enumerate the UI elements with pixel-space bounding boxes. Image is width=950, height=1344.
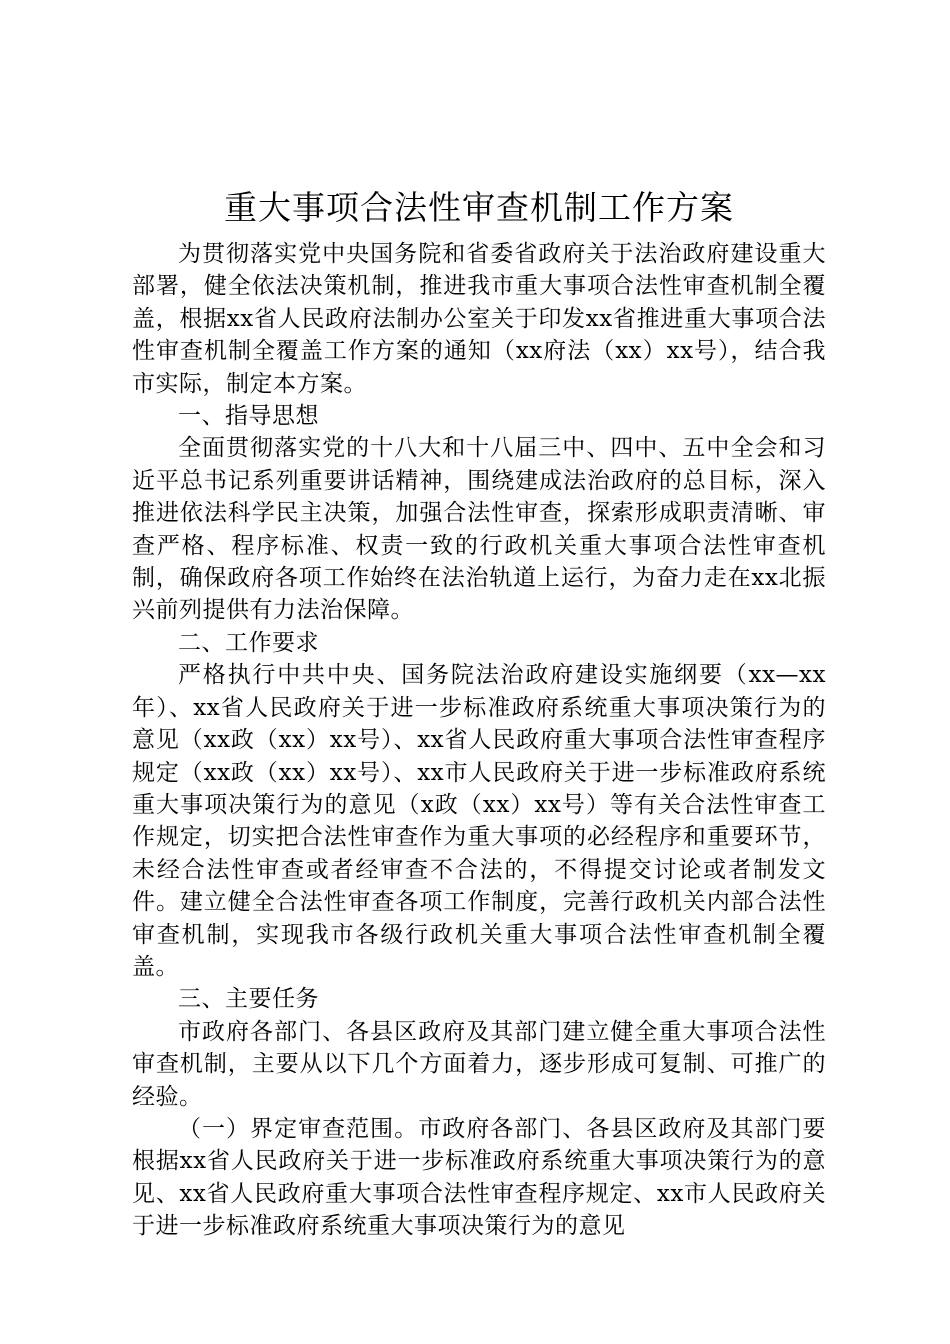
- work-requirements-paragraph: 严格执行中共中央、国务院法治政府建设实施纲要（xx—xx年）、xx省人民政府关于进一步标准政府系统重大事项决策行为的意见（xx政（xx）xx号）、xx省人民政府重大事项合法性审查程序规定（xx政（xx）xx号）、xx市人民政府关于进一步标准政府系统重大事项决策行为的意见（x政（xx）xx号）等有关合法性审查工作规定，切实把合法性审查作为重大事项的必经程序和重要环节，未经合法性审查或者经审查不合法的，不得提交讨论或者制发文件。建立健全合法性审查各项工作制度，完善行政机关内部合法性审查机制，实现我市各级行政机关重大事项合法性审查机制全覆盖。: [132, 662, 826, 980]
- document-title: 重大事项合法性审查机制工作方案: [224, 188, 734, 227]
- main-tasks-item-1: （一）界定审查范围。市政府各部门、各县区政府及其部门要根据xx省人民政府关于进一步标准政府系统重大事项决策行为的意见、xx省人民政府重大事项合法性审查程序规定、xx市人民政府关于进一步标准政府系统重大事项决策行为的意见: [132, 1115, 826, 1240]
- document-page: [132, 180, 826, 1243]
- section-heading-work-requirements: 二、工作要求: [178, 629, 319, 656]
- guiding-ideology-paragraph: 全面贯彻落实党的十八大和十八届三中、四中、五中全会和习近平总书记系列重要讲话精神，围绕建成法治政府的总目标，深入推进依法科学民主决策，加强合法性审查，探索形成职责清晰、审查严格、程序标准、权责一致的行政机关重大事项合法性审查机制，确保政府各项工作始终在法治轨道上运行，为奋力走在xx北振兴前列提供有力法治保障。: [132, 435, 826, 624]
- main-tasks-paragraph: 市政府各部门、各县区政府及其部门建立健全重大事项合法性审查机制，主要从以下几个方面着力，逐步形成可复制、可推广的经验。: [132, 1018, 826, 1110]
- section-heading-guiding-ideology: 一、指导思想: [178, 403, 319, 430]
- intro-paragraph: 为贯彻落实党中央国务院和省委省政府关于法治政府建设重大部署，健全依法决策机制，推进我市重大事项合法性审查机制全覆盖，根据xx省人民政府法制办公室关于印发xx省推进重大事项合法性审查机制全覆盖工作方案的通知（xx府法（xx）xx号），结合我市实际，制定本方案。: [132, 241, 826, 397]
- section-heading-main-tasks: 三、主要任务: [178, 986, 319, 1013]
